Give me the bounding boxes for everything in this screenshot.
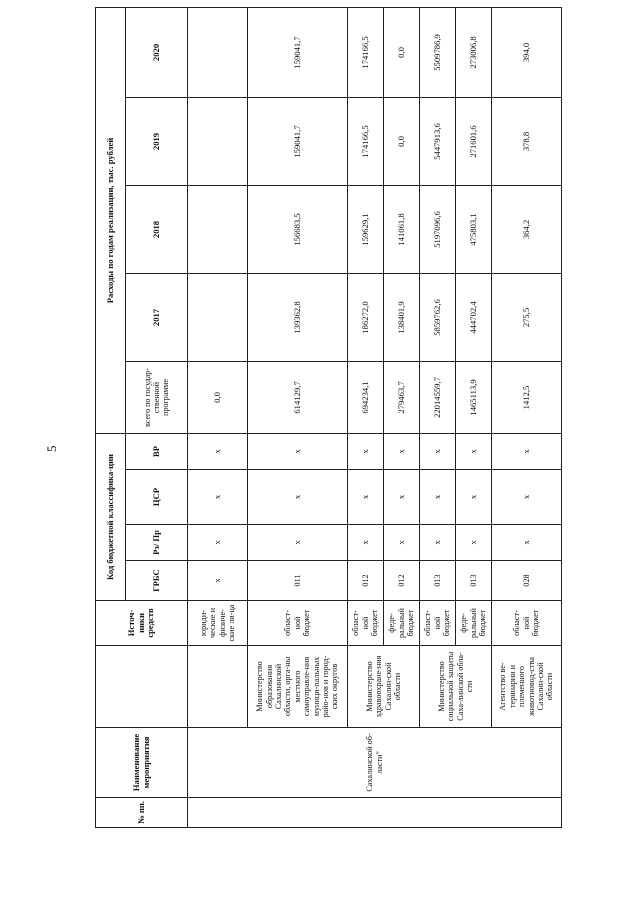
table-row-6-source: област-ной бюджет xyxy=(492,601,562,646)
table-row-5-2020: 273006,8 xyxy=(456,7,492,97)
table-row-0-source: юриди-ческие и физиче-ские ли-ца xyxy=(188,601,248,646)
table-row-6-executor: Агентство ве-теринарии и племенного животновод-ства Сахалин-ской области xyxy=(492,646,562,728)
table-row-2-grbs: 012 xyxy=(348,561,384,601)
table-row-3-2018: 141061,8 xyxy=(384,185,420,273)
table-row-5-2019: 271601,6 xyxy=(456,97,492,185)
table-row-6-2017: 275,5 xyxy=(492,273,562,361)
table-row-2-2019: 174166,5 xyxy=(348,97,384,185)
table-row-2-2018: 159629,1 xyxy=(348,185,384,273)
table-row-0-2018 xyxy=(188,185,248,273)
expenses-table xyxy=(95,7,562,828)
header-total: всего по государ-ственной программе xyxy=(126,361,188,433)
table-row-3-grbs: 012 xyxy=(384,561,420,601)
table-row-0-grbs: x xyxy=(188,561,248,601)
table-row-1-total: 614129,7 xyxy=(248,361,348,433)
table-row-2-total: 694234,1 xyxy=(348,361,384,433)
table-row-1-vr: x xyxy=(248,433,348,469)
table-row-6-2020: 394,0 xyxy=(492,7,562,97)
table-row-5-source: феде-ральный бюджет xyxy=(456,601,492,646)
table-row-4-rzpr: x xyxy=(420,525,456,561)
table-row-0-csr: x xyxy=(188,470,248,525)
header-year-2020: 2020 xyxy=(126,7,188,97)
header-num: № пп. xyxy=(96,798,188,828)
page-number: 5 xyxy=(44,445,59,452)
header-name: Наименование мероприятия xyxy=(96,728,188,798)
table-row-1-source: област-ной бюджет xyxy=(248,601,348,646)
cell-num xyxy=(188,798,562,828)
table-row-5-total: 1465113,9 xyxy=(456,361,492,433)
table-row-2-vr: x xyxy=(348,433,384,469)
table-row-2-csr: x xyxy=(348,470,384,525)
table-row-3-vr: x xyxy=(384,433,420,469)
table-row-6-vr: x xyxy=(492,433,562,469)
table-row-6-rzpr: x xyxy=(492,525,562,561)
table-row-1-2019: 159041,7 xyxy=(248,97,348,185)
table-row-5-2018: 475803,1 xyxy=(456,185,492,273)
table-row-1-csr: x xyxy=(248,470,348,525)
table-row-1-executor: Министерство образования Сахалинской области, орга-ны местного самоуправле-ния муници-пальных райо-нов и город-ских округов xyxy=(248,646,348,728)
table-row-3-rzpr: x xyxy=(384,525,420,561)
table-row-2-source: област-ной бюджет xyxy=(348,601,384,646)
table-row-4-grbs: 013 xyxy=(420,561,456,601)
table-row-4-vr: x xyxy=(420,433,456,469)
table-row-4-2019: 5447913,6 xyxy=(420,97,456,185)
table-row-0-2019 xyxy=(188,97,248,185)
table-row-3-csr: x xyxy=(384,470,420,525)
table-row-0-total: 0,0 xyxy=(188,361,248,433)
table-row-3-total: 279463,7 xyxy=(384,361,420,433)
table-row-4-2018: 5197096,6 xyxy=(420,185,456,273)
table-row-4-source: област-ной бюджет xyxy=(420,601,456,646)
table-row-1-2017: 139362,8 xyxy=(248,273,348,361)
table-row-2-2017: 186272,0 xyxy=(348,273,384,361)
table-row-6-total: 1412,5 xyxy=(492,361,562,433)
table-row-0-2017 xyxy=(188,273,248,361)
table-row-0-2020 xyxy=(188,7,248,97)
table-row-5-grbs: 013 xyxy=(456,561,492,601)
table-row-3-source: феде-ральный бюджет xyxy=(384,601,420,646)
table-row-3-2020: 0,0 xyxy=(384,7,420,97)
table-row-0-rzpr: x xyxy=(188,525,248,561)
header-expenses-group: Расходы по годам реализации, тыс. рублей xyxy=(96,7,126,433)
table-row-2-rzpr: x xyxy=(348,525,384,561)
table-row-1-2020: 159041,7 xyxy=(248,7,348,97)
table-row-6-grbs: 028 xyxy=(492,561,562,601)
table-row-0-vr: x xyxy=(188,433,248,469)
table-row-1-2018: 156683,5 xyxy=(248,185,348,273)
table-row-5-csr: x xyxy=(456,470,492,525)
table-row-3-2017: 138401,9 xyxy=(384,273,420,361)
header-year-2019: 2019 xyxy=(126,97,188,185)
cell-measure-name: Сахалинской об-ласти" xyxy=(188,728,562,798)
header-kbk-group: Код бюджетной классифика-ции xyxy=(96,433,126,600)
header-source: Источ-ники средств xyxy=(96,601,188,646)
table-row-2-2020: 174166,5 xyxy=(348,7,384,97)
table-row-6-2019: 378,8 xyxy=(492,97,562,185)
table-row-6-csr: x xyxy=(492,470,562,525)
table-row-0-executor xyxy=(188,646,248,728)
rotated-table-wrapper xyxy=(95,8,555,828)
header-year-2017: 2017 xyxy=(126,273,188,361)
header-year-2018: 2018 xyxy=(126,185,188,273)
table-row-3-2019: 0,0 xyxy=(384,97,420,185)
table-row-4-2020: 5509786,9 xyxy=(420,7,456,97)
table-row-4-csr: x xyxy=(420,470,456,525)
table-row-4-executor: Министерство социальной защиты Саха-линской обла-сти xyxy=(420,646,492,728)
table-row-4-total: 22014559,7 xyxy=(420,361,456,433)
table-row-1-rzpr: x xyxy=(248,525,348,561)
header-grbs: ГРБС xyxy=(126,561,188,601)
table-row-1-grbs: 011 xyxy=(248,561,348,601)
header-rzpr: Рз/ Пр xyxy=(126,525,188,561)
header-vr: ВР xyxy=(126,433,188,469)
header-executor xyxy=(96,646,188,728)
table-row-5-rzpr: x xyxy=(456,525,492,561)
header-csr: ЦСР xyxy=(126,470,188,525)
table-row-5-2017: 444702,4 xyxy=(456,273,492,361)
table-row-5-vr: x xyxy=(456,433,492,469)
table-row-6-2018: 364,2 xyxy=(492,185,562,273)
table-row-4-2017: 5859762,6 xyxy=(420,273,456,361)
table-row-2-executor: Министерство здравоохране-ния Сахалин-ской области xyxy=(348,646,420,728)
